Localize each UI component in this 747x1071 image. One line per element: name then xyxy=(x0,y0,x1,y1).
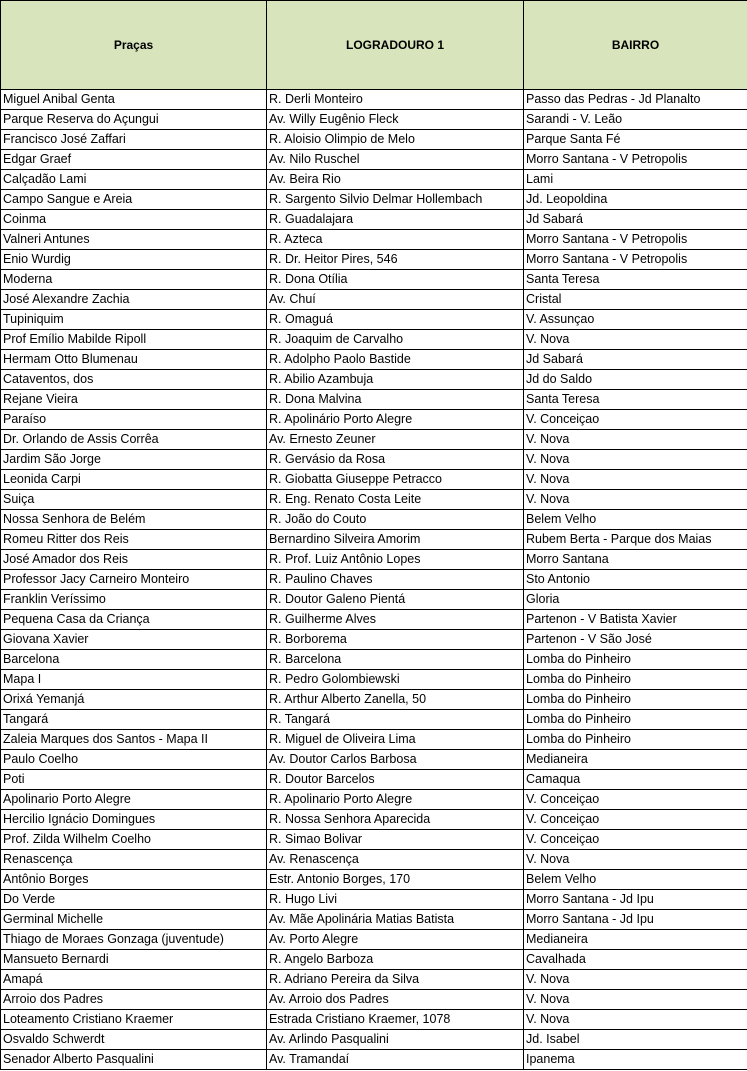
cell-praca: Poti xyxy=(1,770,267,790)
cell-praca: Campo Sangue e Areia xyxy=(1,190,267,210)
cell-logradouro: R. Aloisio Olimpio de Melo xyxy=(267,130,524,150)
cell-bairro: Jd do Saldo xyxy=(524,370,747,390)
cell-bairro: Morro Santana - V Petropolis xyxy=(524,250,747,270)
table-row xyxy=(1,570,747,590)
cell-logradouro: R. Joaquim de Carvalho xyxy=(267,330,524,350)
cell-logradouro: Av. Tramandaí xyxy=(267,1050,524,1070)
cell-logradouro: R. Angelo Barboza xyxy=(267,950,524,970)
cell-bairro: V. Conceiçao xyxy=(524,810,747,830)
table-row xyxy=(1,230,747,250)
cell-logradouro: R. Simao Bolivar xyxy=(267,830,524,850)
cell-praca: Do Verde xyxy=(1,890,267,910)
cell-praca: Prof. Zilda Wilhelm Coelho xyxy=(1,830,267,850)
table-row xyxy=(1,930,747,950)
cell-praca: Osvaldo Schwerdt xyxy=(1,1030,267,1050)
table-row xyxy=(1,270,747,290)
table-row xyxy=(1,530,747,550)
cell-praca: Giovana Xavier xyxy=(1,630,267,650)
cell-praca: Orixá Yemanjá xyxy=(1,690,267,710)
cell-bairro: Morro Santana - Jd Ipu xyxy=(524,910,747,930)
cell-logradouro: Av. Nilo Ruschel xyxy=(267,150,524,170)
table-row xyxy=(1,250,747,270)
cell-praca: Paraíso xyxy=(1,410,267,430)
cell-bairro: Parque Santa Fé xyxy=(524,130,747,150)
cell-praca: Cataventos, dos xyxy=(1,370,267,390)
cell-bairro: Cavalhada xyxy=(524,950,747,970)
cell-praca: Antônio Borges xyxy=(1,870,267,890)
cell-praca: Amapá xyxy=(1,970,267,990)
cell-praca: Francisco José Zaffari xyxy=(1,130,267,150)
cell-praca: Renascença xyxy=(1,850,267,870)
cell-bairro: Morro Santana - Jd Ipu xyxy=(524,890,747,910)
cell-logradouro: R. Doutor Galeno Pientá xyxy=(267,590,524,610)
cell-praca: Barcelona xyxy=(1,650,267,670)
cell-bairro: Santa Teresa xyxy=(524,270,747,290)
cell-bairro: V. Nova xyxy=(524,470,747,490)
cell-logradouro: R. Paulino Chaves xyxy=(267,570,524,590)
cell-logradouro: R. Nossa Senhora Aparecida xyxy=(267,810,524,830)
cell-praca: Moderna xyxy=(1,270,267,290)
table-row xyxy=(1,810,747,830)
cell-praca: Romeu Ritter dos Reis xyxy=(1,530,267,550)
table-row xyxy=(1,850,747,870)
table-row xyxy=(1,770,747,790)
table-row xyxy=(1,710,747,730)
cell-logradouro: Bernardino Silveira Amorim xyxy=(267,530,524,550)
cell-bairro: V. Nova xyxy=(524,1010,747,1030)
table-row xyxy=(1,970,747,990)
cell-praca: Jardim São Jorge xyxy=(1,450,267,470)
cell-bairro: Passo das Pedras - Jd Planalto xyxy=(524,90,747,110)
cell-logradouro: R. João do Couto xyxy=(267,510,524,530)
table-row xyxy=(1,1010,747,1030)
cell-bairro: Cristal xyxy=(524,290,747,310)
cell-bairro: Morro Santana - V Petropolis xyxy=(524,150,747,170)
table-row xyxy=(1,790,747,810)
cell-bairro: Rubem Berta - Parque dos Maias xyxy=(524,530,747,550)
table-row xyxy=(1,90,747,110)
cell-logradouro: R. Barcelona xyxy=(267,650,524,670)
cell-logradouro: R. Prof. Luiz Antônio Lopes xyxy=(267,550,524,570)
cell-praca: Coinma xyxy=(1,210,267,230)
cell-logradouro: R. Eng. Renato Costa Leite xyxy=(267,490,524,510)
cell-praca: Hermam Otto Blumenau xyxy=(1,350,267,370)
cell-logradouro: R. Dona Malvina xyxy=(267,390,524,410)
table-row xyxy=(1,590,747,610)
cell-logradouro: Av. Doutor Carlos Barbosa xyxy=(267,750,524,770)
table-row xyxy=(1,630,747,650)
table-row xyxy=(1,350,747,370)
cell-bairro: V. Nova xyxy=(524,490,747,510)
header-row xyxy=(1,1,747,90)
cell-bairro: Sarandi - V. Leão xyxy=(524,110,747,130)
cell-praca: Paulo Coelho xyxy=(1,750,267,770)
cell-praca: Calçadão Lami xyxy=(1,170,267,190)
cell-logradouro: R. Dr. Heitor Pires, 546 xyxy=(267,250,524,270)
cell-bairro: Jd. Leopoldina xyxy=(524,190,747,210)
cell-bairro: V. Nova xyxy=(524,850,747,870)
cell-praca: Tangará xyxy=(1,710,267,730)
cell-logradouro: R. Adriano Pereira da Silva xyxy=(267,970,524,990)
table-row xyxy=(1,890,747,910)
cell-bairro: Jd. Isabel xyxy=(524,1030,747,1050)
cell-bairro: Medianeira xyxy=(524,750,747,770)
cell-praca: Tupiniquim xyxy=(1,310,267,330)
table-row xyxy=(1,550,747,570)
table-row xyxy=(1,1050,747,1070)
table-row xyxy=(1,390,747,410)
cell-praca: Leonida Carpi xyxy=(1,470,267,490)
header-pracas: Praças xyxy=(1,1,267,90)
cell-logradouro: R. Hugo Livi xyxy=(267,890,524,910)
table-row xyxy=(1,150,747,170)
table-row xyxy=(1,190,747,210)
cell-bairro: Morro Santana - V Petropolis xyxy=(524,230,747,250)
cell-logradouro: R. Dona Otília xyxy=(267,270,524,290)
cell-bairro: Jd Sabará xyxy=(524,210,747,230)
cell-bairro: Sto Antonio xyxy=(524,570,747,590)
table-row xyxy=(1,430,747,450)
cell-logradouro: R. Abilio Azambuja xyxy=(267,370,524,390)
table-row xyxy=(1,130,747,150)
table-row xyxy=(1,670,747,690)
table-row xyxy=(1,830,747,850)
cell-logradouro: R. Miguel de Oliveira Lima xyxy=(267,730,524,750)
cell-logradouro: R. Guadalajara xyxy=(267,210,524,230)
cell-praca: Parque Reserva do Açungui xyxy=(1,110,267,130)
cell-bairro: Partenon - V São José xyxy=(524,630,747,650)
cell-logradouro: R. Borborema xyxy=(267,630,524,650)
cell-praca: Zaleia Marques dos Santos - Mapa II xyxy=(1,730,267,750)
table-row xyxy=(1,170,747,190)
cell-bairro: Gloria xyxy=(524,590,747,610)
cell-bairro: Morro Santana xyxy=(524,550,747,570)
cell-praca: Edgar Graef xyxy=(1,150,267,170)
cell-logradouro: Estrada Cristiano Kraemer, 1078 xyxy=(267,1010,524,1030)
cell-bairro: V. Nova xyxy=(524,970,747,990)
cell-bairro: Lomba do Pinheiro xyxy=(524,690,747,710)
cell-praca: Nossa Senhora de Belém xyxy=(1,510,267,530)
cell-bairro: Ipanema xyxy=(524,1050,747,1070)
cell-logradouro: R. Omaguá xyxy=(267,310,524,330)
cell-bairro: Belem Velho xyxy=(524,510,747,530)
table-row xyxy=(1,310,747,330)
cell-logradouro: Av. Mãe Apolinária Matias Batista xyxy=(267,910,524,930)
cell-bairro: Lomba do Pinheiro xyxy=(524,650,747,670)
cell-praca: Suiça xyxy=(1,490,267,510)
cell-praca: Dr. Orlando de Assis Corrêa xyxy=(1,430,267,450)
cell-logradouro: R. Pedro Golombiewski xyxy=(267,670,524,690)
table-row xyxy=(1,610,747,630)
cell-praca: Enio Wurdig xyxy=(1,250,267,270)
table-row xyxy=(1,490,747,510)
cell-logradouro: R. Apolinário Porto Alegre xyxy=(267,410,524,430)
cell-logradouro: R. Apolinario Porto Alegre xyxy=(267,790,524,810)
cell-bairro: Medianeira xyxy=(524,930,747,950)
cell-praca: José Alexandre Zachia xyxy=(1,290,267,310)
table-row xyxy=(1,1030,747,1050)
cell-logradouro: R. Giobatta Giuseppe Petracco xyxy=(267,470,524,490)
cell-logradouro: Av. Willy Eugênio Fleck xyxy=(267,110,524,130)
cell-bairro: V. Nova xyxy=(524,330,747,350)
cell-praca: Prof Emílio Mabilde Ripoll xyxy=(1,330,267,350)
cell-bairro: Lomba do Pinheiro xyxy=(524,710,747,730)
table-row xyxy=(1,650,747,670)
cell-bairro: Belem Velho xyxy=(524,870,747,890)
cell-praca: Germinal Michelle xyxy=(1,910,267,930)
cell-praca: Rejane Vieira xyxy=(1,390,267,410)
cell-logradouro: Av. Arlindo Pasqualini xyxy=(267,1030,524,1050)
cell-praca: Apolinario Porto Alegre xyxy=(1,790,267,810)
cell-praca: Loteamento Cristiano Kraemer xyxy=(1,1010,267,1030)
table-row xyxy=(1,990,747,1010)
cell-logradouro: Estr. Antonio Borges, 170 xyxy=(267,870,524,890)
cell-praca: Senador Alberto Pasqualini xyxy=(1,1050,267,1070)
cell-bairro: Lami xyxy=(524,170,747,190)
table-row xyxy=(1,690,747,710)
cell-logradouro: R. Derli Monteiro xyxy=(267,90,524,110)
cell-bairro: V. Conceiçao xyxy=(524,790,747,810)
cell-logradouro: R. Sargento Silvio Delmar Hollembach xyxy=(267,190,524,210)
cell-bairro: V. Assunçao xyxy=(524,310,747,330)
table-row xyxy=(1,750,747,770)
cell-bairro: Camaqua xyxy=(524,770,747,790)
table-row xyxy=(1,370,747,390)
cell-bairro: Santa Teresa xyxy=(524,390,747,410)
table-row xyxy=(1,290,747,310)
header-logradouro: LOGRADOURO 1 xyxy=(267,1,524,90)
cell-bairro: Lomba do Pinheiro xyxy=(524,670,747,690)
cell-bairro: Partenon - V Batista Xavier xyxy=(524,610,747,630)
table-row xyxy=(1,110,747,130)
cell-praca: José Amador dos Reis xyxy=(1,550,267,570)
table-body xyxy=(1,90,747,1070)
cell-praca: Miguel Anibal Genta xyxy=(1,90,267,110)
table-row xyxy=(1,510,747,530)
cell-praca: Thiago de Moraes Gonzaga (juventude) xyxy=(1,930,267,950)
table-row xyxy=(1,910,747,930)
cell-bairro: Jd Sabará xyxy=(524,350,747,370)
cell-bairro: V. Conceiçao xyxy=(524,830,747,850)
cell-logradouro: Av. Ernesto Zeuner xyxy=(267,430,524,450)
cell-praca: Pequena Casa da Criança xyxy=(1,610,267,630)
cell-praca: Arroio dos Padres xyxy=(1,990,267,1010)
cell-logradouro: R. Adolpho Paolo Bastide xyxy=(267,350,524,370)
table-row xyxy=(1,450,747,470)
cell-praca: Hercilio Ignácio Domingues xyxy=(1,810,267,830)
cell-bairro: V. Conceiçao xyxy=(524,410,747,430)
table-row xyxy=(1,410,747,430)
cell-praca: Professor Jacy Carneiro Monteiro xyxy=(1,570,267,590)
cell-logradouro: R. Guilherme Alves xyxy=(267,610,524,630)
cell-logradouro: R. Azteca xyxy=(267,230,524,250)
cell-logradouro: R. Gervásio da Rosa xyxy=(267,450,524,470)
cell-bairro: V. Nova xyxy=(524,450,747,470)
table-row xyxy=(1,730,747,750)
cell-logradouro: R. Tangará xyxy=(267,710,524,730)
cell-logradouro: Av. Arroio dos Padres xyxy=(267,990,524,1010)
table-row xyxy=(1,950,747,970)
cell-bairro: V. Nova xyxy=(524,990,747,1010)
cell-praca: Franklin Veríssimo xyxy=(1,590,267,610)
cell-praca: Valneri Antunes xyxy=(1,230,267,250)
cell-logradouro: Av. Renascença xyxy=(267,850,524,870)
cell-bairro: V. Nova xyxy=(524,430,747,450)
cell-logradouro: Av. Chuí xyxy=(267,290,524,310)
header-bairro: BAIRRO xyxy=(524,1,747,90)
cell-logradouro: Av. Porto Alegre xyxy=(267,930,524,950)
cell-logradouro: Av. Beira Rio xyxy=(267,170,524,190)
cell-praca: Mapa I xyxy=(1,670,267,690)
table-row xyxy=(1,870,747,890)
table-row xyxy=(1,210,747,230)
cell-bairro: Lomba do Pinheiro xyxy=(524,730,747,750)
cell-logradouro: R. Doutor Barcelos xyxy=(267,770,524,790)
table-row xyxy=(1,470,747,490)
table-row xyxy=(1,330,747,350)
cell-logradouro: R. Arthur Alberto Zanella, 50 xyxy=(267,690,524,710)
cell-praca: Mansueto Bernardi xyxy=(1,950,267,970)
